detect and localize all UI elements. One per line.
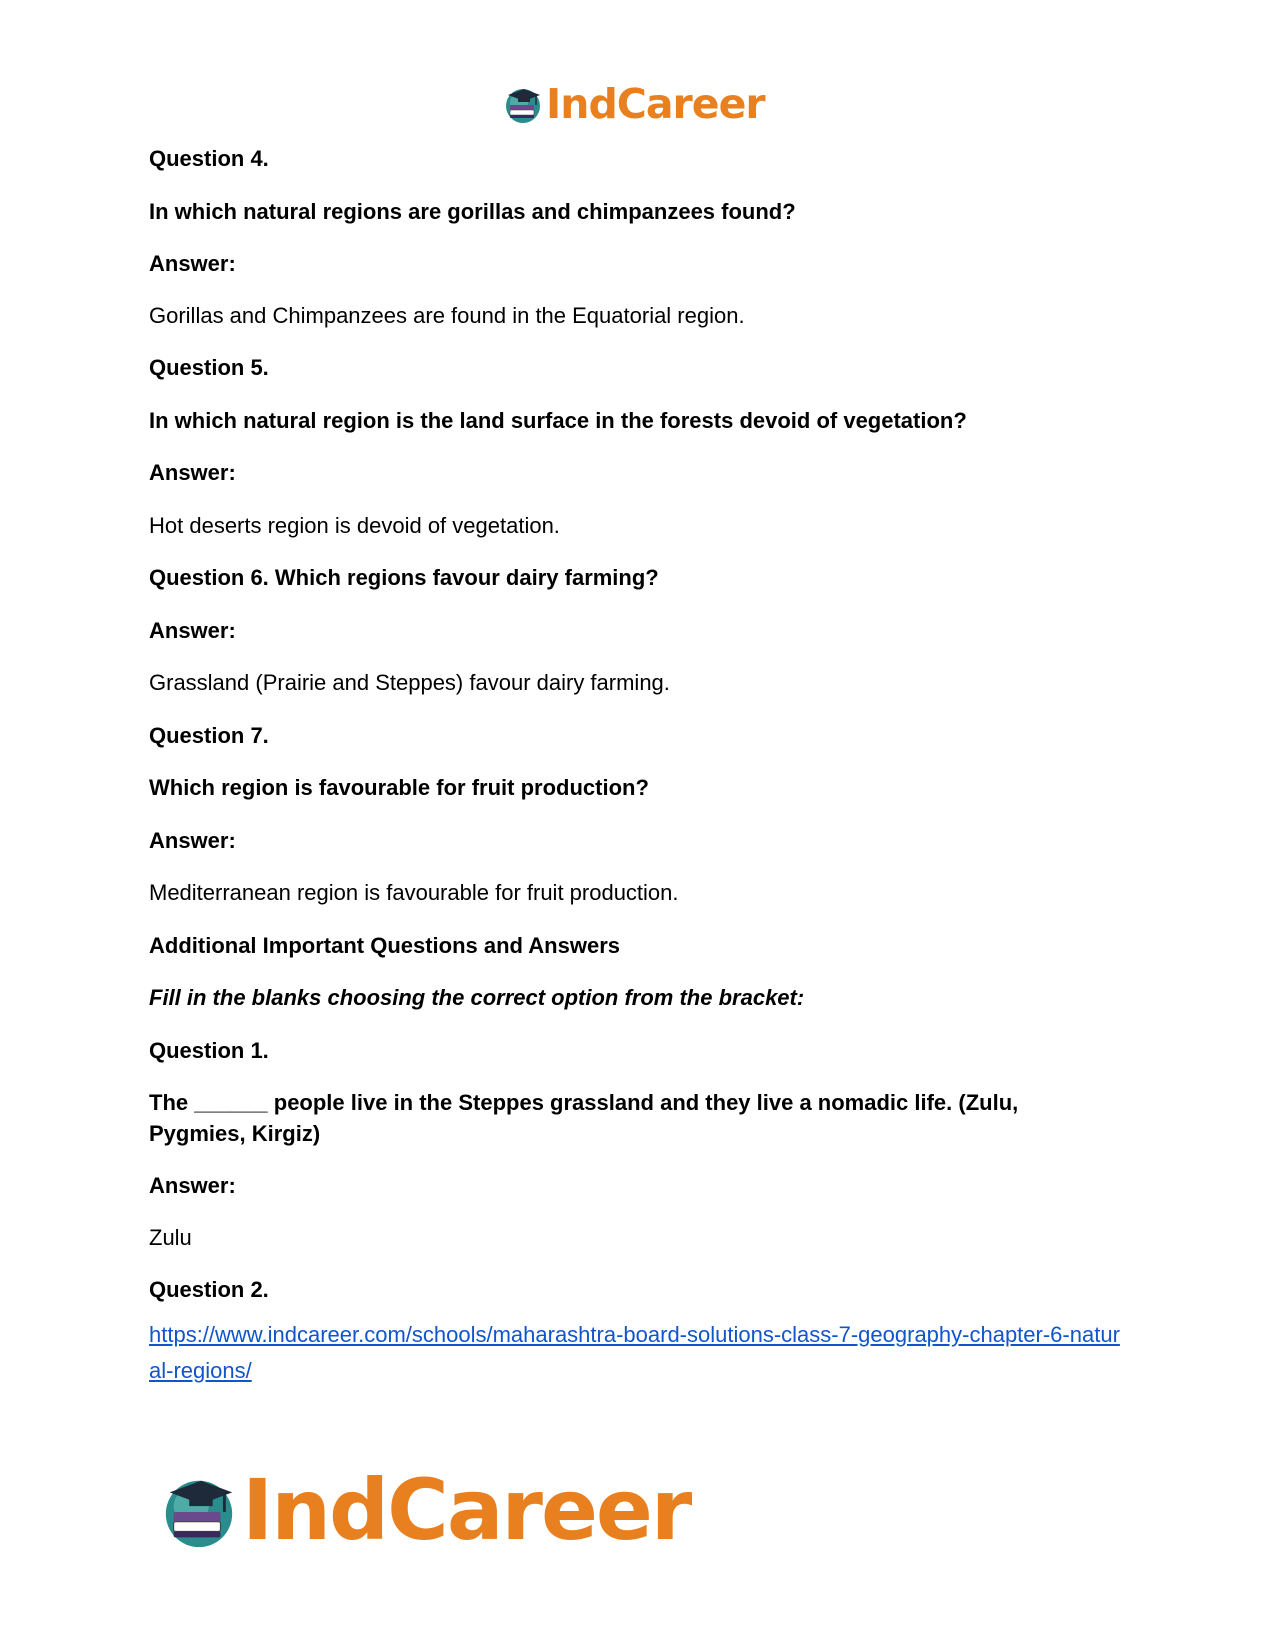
question-6-text: Question 6. Which regions favour dairy farming? — [149, 565, 659, 590]
logo-wordmark: IndCareer — [242, 1460, 691, 1559]
question-4-text: In which natural regions are gorillas and chimpanzees found? — [149, 199, 796, 224]
logo-wordmark: IndCareer — [546, 79, 765, 128]
answer-label: Answer: — [149, 1173, 236, 1198]
globe-book-icon — [158, 1469, 240, 1551]
answer-label: Answer: — [149, 251, 236, 276]
globe-book-icon — [502, 83, 544, 125]
question-5-text: In which natural region is the land surface in the forests devoid of vegetation? — [149, 408, 967, 433]
question-1-heading: Question 1. — [149, 1038, 269, 1063]
indcareer-logo-header — [502, 80, 765, 128]
question-5-heading: Question 5. — [149, 355, 269, 380]
question-7-heading: Question 7. — [149, 723, 269, 748]
question-2-heading: Question 2. — [149, 1277, 269, 1302]
answer-label: Answer: — [149, 828, 236, 853]
question-4-heading: Question 4. — [149, 146, 269, 171]
question-7-text: Which region is favourable for fruit production? — [149, 775, 649, 800]
section-heading: Additional Important Questions and Answers — [149, 933, 621, 958]
answer-1-text: Zulu — [149, 1225, 192, 1250]
answer-label: Answer: — [149, 460, 236, 485]
answer-label: Answer: — [149, 618, 236, 643]
answer-5-text: Hot deserts region is devoid of vegetation. — [149, 513, 560, 538]
indcareer-logo-footer — [158, 1462, 690, 1557]
question-1-text: The ______ people live in the Steppes grassland and they live a nomadic life. (Zulu, Pygmies, Kirgiz) — [149, 1090, 1019, 1146]
answer-6-text: Grassland (Prairie and Steppes) favour dairy farming. — [149, 670, 670, 695]
section-instruction: Fill in the blanks choosing the correct option from the bracket: — [149, 985, 805, 1010]
answer-7-text: Mediterranean region is favourable for fruit production. — [149, 880, 679, 905]
answer-4-text: Gorillas and Chimpanzees are found in the Equatorial region. — [149, 303, 745, 328]
source-link[interactable]: https://www.indcareer.com/schools/maharashtra-board-solutions-class-7-geography-chapter-6-natural-regions/ — [149, 1322, 1120, 1383]
